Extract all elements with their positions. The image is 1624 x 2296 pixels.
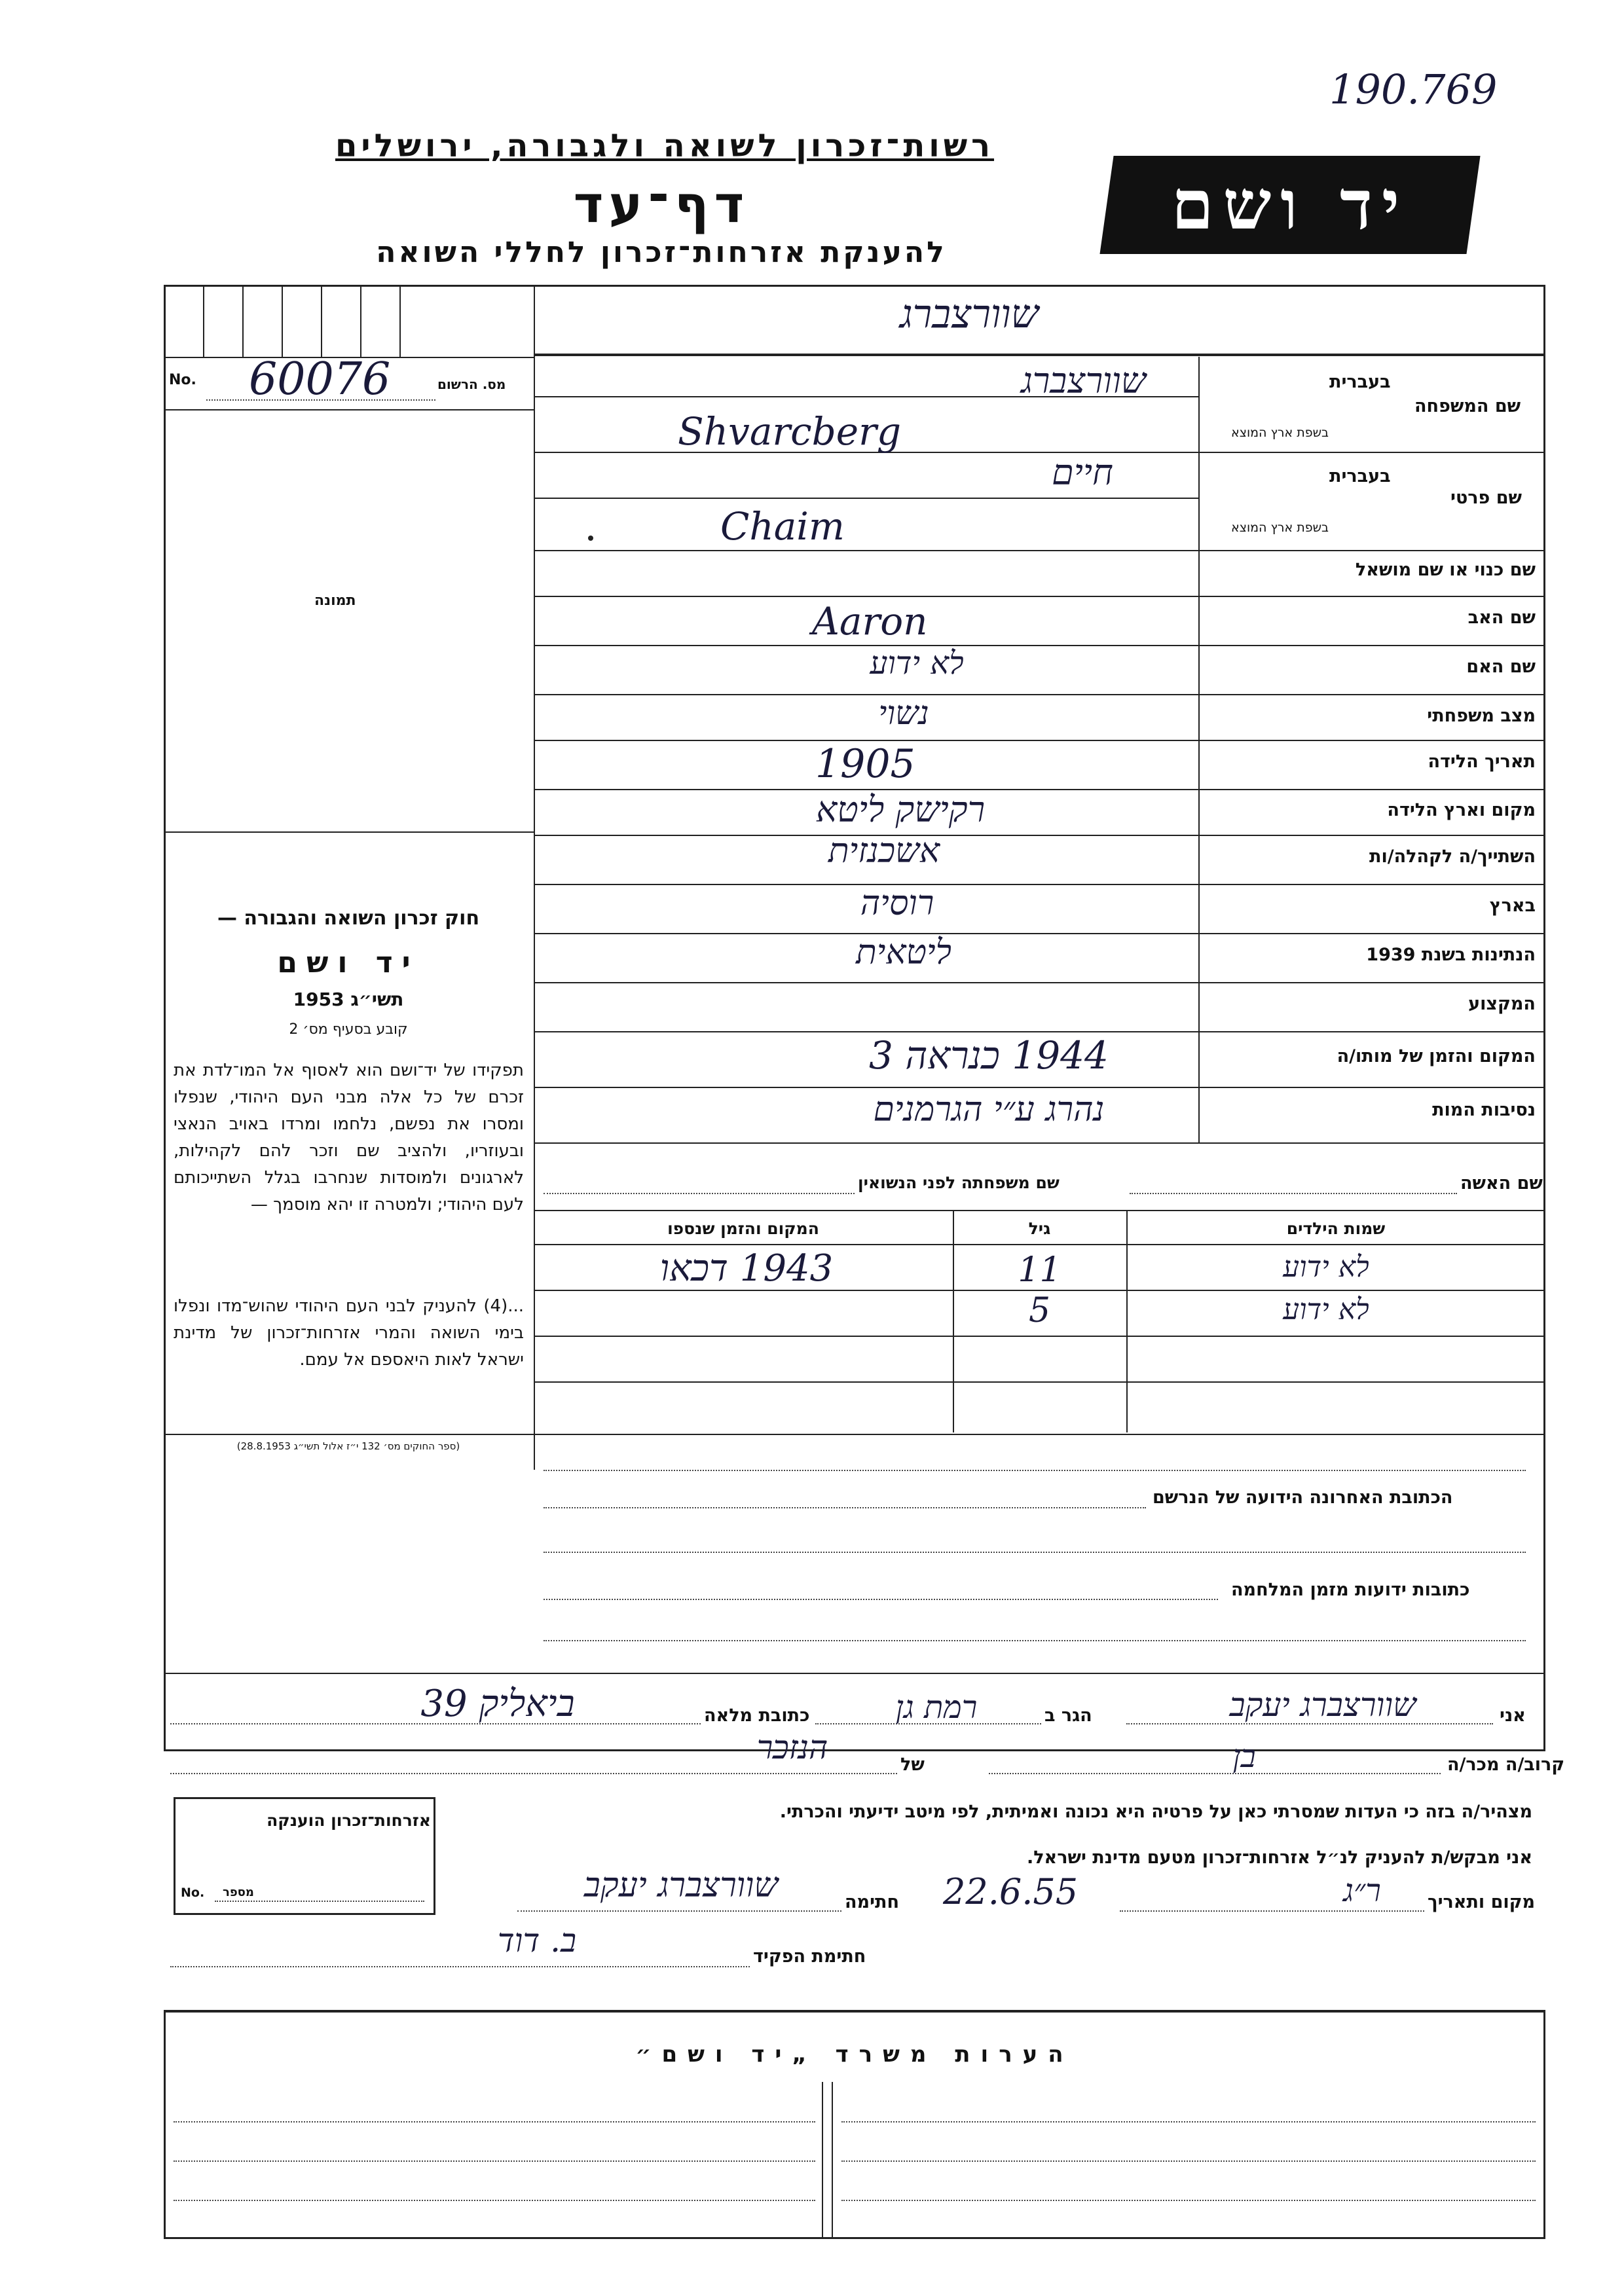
child-age[interactable]: 11 [1018,1250,1061,1290]
law-body-1: תפקידו של יד־ושם הוא לאסוף אל המו־לדת את זכרם של כל אלה מבני העם היהודי, שנפלו ומסרו את נפשם, נלחמו ומרדו באויב הנאצי ובעוזריו, ולהציב שם וזכר להם לקהילות, לארגונים ולמוסדות שנחרבו בגלל השתייכותם לעם היהודי; ולמטרה זו יהא מוסמך — [174,1061,524,1214]
photo-label: תמונה [314,592,356,609]
cause-of-death-label: נסיבות המות [1432,1100,1536,1120]
place-date-label: מקום ותאריך [1428,1892,1536,1912]
father-value[interactable]: Aaron [812,599,928,644]
of-value[interactable]: הנזכר [756,1728,828,1766]
profession-label: המקצוע [1468,994,1536,1014]
in-hebrew-label: בעברית [1329,372,1391,392]
birthdate-label: תאריך הלידה [1428,752,1536,772]
father-label: שם האב [1467,608,1536,628]
logo-text: יד ושם [1171,164,1409,245]
of-label: של [900,1755,925,1775]
ink-dot [588,536,593,541]
birthplace-label: מקום וארץ הלידה [1387,800,1536,820]
full-address-value[interactable]: ביאליק 39 [420,1683,575,1725]
death-place-time-value[interactable]: 1944 כנראה 3 [869,1033,1109,1078]
origin-lang-label: בשפת ארץ המוצא [1231,426,1329,440]
child-name[interactable]: לא ידוע [1283,1293,1369,1326]
last-address-label: הכתובת האחרונה הידועה של הנרשם [1153,1487,1453,1508]
law-year: תשי״ג 1953 [293,989,404,1010]
yad-vashem-logo [1099,156,1480,254]
child-age[interactable]: 5 [1028,1291,1051,1330]
citizenship-number-no: No. [181,1886,205,1900]
law-title: חוק זכרון השואה והגבורה — [217,907,480,930]
country-label: בארץ [1489,896,1536,916]
law-clause: קובע בסעיף מס׳ 2 [289,1021,408,1038]
authority-heading: רשות־זכרון לשואה ולגבורה, ירושלים [335,128,995,164]
citizenship-1939-value[interactable]: ליטאית [856,933,951,972]
officer-signature-value[interactable]: ב. דוד [497,1922,577,1959]
date-value[interactable]: 22.6.55 [943,1871,1079,1912]
death-place-time-label: המקום והזמן של מותו/ה [1337,1046,1536,1066]
given-name-label: שם פרטי [1450,488,1522,508]
child-place[interactable]: 1943 דכאו [659,1247,834,1290]
wife-label: שם האשה [1460,1173,1543,1194]
wife-maiden-label: שם משפחתה לפני הנשואין [858,1173,1060,1192]
given-latin-value[interactable]: Chaim [720,504,845,549]
registration-number: 60076 [249,354,391,405]
top-handwritten-surname: שוורצברג [899,291,1039,337]
citizenship-number-label: מספר [223,1886,254,1899]
wartime-address-label: כתובות ידועות מזמן המלחמה [1231,1580,1470,1600]
registration-label: מס. הרשום [437,376,506,392]
declarant-lives-label: הגר ב [1044,1705,1092,1726]
birthdate-value[interactable]: 1905 [815,741,915,787]
country-value[interactable]: רוסיה [860,884,934,923]
form-title: דף־עד [573,175,750,234]
given-hebrew-value[interactable]: חיים [1052,452,1113,493]
surname-hebrew-value[interactable]: שוורצברג [1020,360,1146,401]
child-name[interactable]: לא ידוע [1283,1250,1369,1284]
declaration-text: מצהיר/ה בזה כי העדות שמסרתי כאן על פרטיה היא נכונה ואמיתית, לפי מיטב ידיעתי והכרתי. [779,1802,1532,1822]
request-text: אני מבקש/ת להעניק לנ״ל אזרחות־זכרון מטעם מדינת ישראל. [1026,1848,1532,1868]
declarant-city-value[interactable]: רמת גן [895,1689,978,1726]
given-in-hebrew-label: בעברית [1329,466,1391,486]
citizenship-granted-title: אזרחות־זכרון הוענקה [267,1811,431,1830]
nickname-label: שם כנוי או שם מושאל [1355,560,1536,580]
marital-status-label: מצב משפחתי [1427,706,1536,726]
citizenship-1939-label: הנתינות בשנת 1939 [1366,945,1536,965]
place-value[interactable]: ר״ג [1343,1872,1381,1909]
officer-signature-label: חתימת הפקיד [753,1946,866,1967]
signature-value[interactable]: שוורצברג יעקב [583,1866,779,1905]
mother-label: שם האם [1466,657,1536,677]
notes-title: הערות משרד „יד ושם״ [635,2041,1074,2068]
full-address-label: כתובת מלאה [704,1705,810,1726]
children-place-header: המקום והזמן שנספו [667,1219,819,1238]
relation-label: קרוב/ה מכר/ה [1447,1755,1565,1775]
surname-label: שם המשפחה [1414,396,1521,416]
law-body-2: ...(4) להעניק לבני העם היהודי שהוש־מדו ונפלו בימי השואה והמרי אזרחות־זכרון של מדינת ישראל לאות היאספם אל עמם. [174,1296,524,1370]
law-footnote: (ספר החוקים מס׳ 132 י״ז אלול תשי״ג 28.8.1953) [236,1440,460,1452]
form-subtitle: להענקת אזרחות־זכרון לחללי השואה [376,236,947,269]
registration-no-label: No. [169,372,196,388]
children-age-header: גיל [1028,1219,1051,1238]
archive-number: 190.769 [1329,65,1498,113]
signature-label: חתימה [845,1892,900,1912]
form-frame [164,285,1545,1751]
cause-of-death-value[interactable]: נהרג ע״י הגרמנים [873,1090,1105,1129]
relation-value[interactable]: בן [1232,1738,1256,1775]
declarant-name-value[interactable]: שוורצברג יעקב [1229,1686,1416,1724]
given-origin-lang-label: בשפת ארץ המוצא [1231,520,1329,535]
marital-status-value[interactable]: נשוי [878,694,929,732]
mother-value[interactable]: לא ידוע [870,645,964,682]
law-name: יד ושם [277,946,420,979]
community-label: השתייך/ה לקהלה/ות [1369,847,1536,867]
children-names-header: שמות הילדים [1286,1219,1386,1238]
community-value[interactable]: אשכנזית [828,831,940,871]
surname-latin-value[interactable]: Shvarcberg [678,409,901,454]
citizenship-granted-box [174,1797,435,1915]
declarant-i-label: אני [1500,1705,1526,1726]
birthplace-value[interactable]: רקישק ליטא [815,789,986,830]
